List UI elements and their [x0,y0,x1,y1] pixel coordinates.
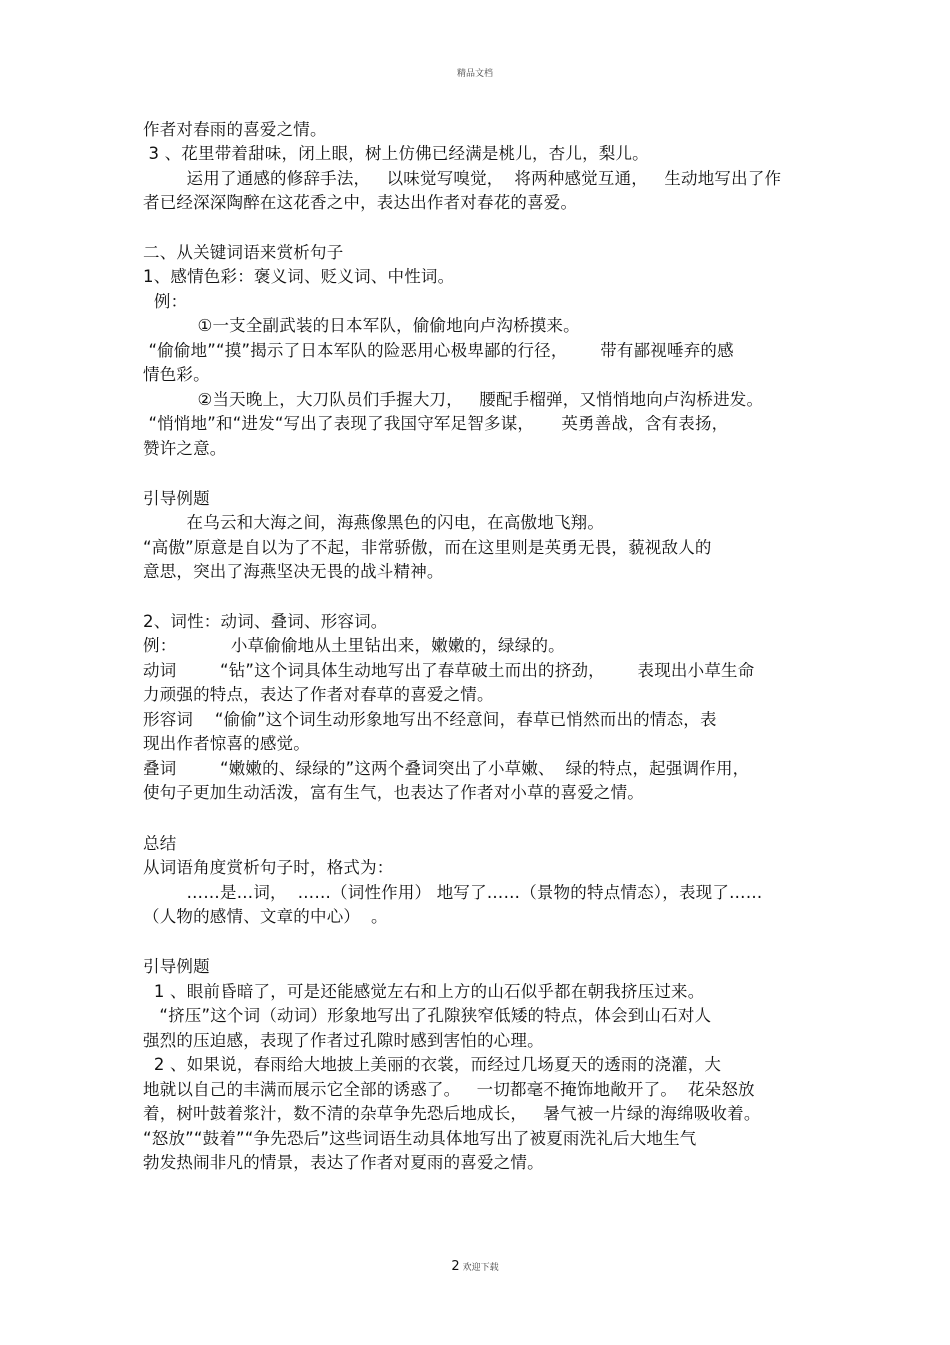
text-line: “高傲”原意是自以为了不起，非常骄傲，而在这里则是英勇无畏，藐视敌人的 [143,538,712,557]
text-line: “偷偷地”“摸”揭示了日本军队的险恶用心极卑鄙的行径， 带有鄙视唾弃的感 [143,341,734,360]
text-line: 着，树叶鼓着浆汁，数不清的杂草争先恐后地成长， 暑气被一片绿的海绵吸收着。 [143,1104,761,1123]
footer-text: 欢迎下载 [462,1263,499,1273]
text-line: 形容词 “偷偷”这个词生动形象地写出不经意间，春草已悄然而出的情态，表 [143,710,717,729]
page-number: 2 [451,1259,460,1274]
text-line: 在乌云和大海之间，海燕像黑色的闪电，在高傲地飞翔。 [143,513,605,532]
text-line: 总结 [143,834,177,853]
text-line: 运用了通感的修辞手法， 以味觉写嗅觉， 将两种感觉互通， 生动地写出了作 [143,169,782,188]
page-footer [0,1259,950,1274]
text-line: 作者对春雨的喜爱之情。 [143,120,327,139]
text-line: 勃发热闹非凡的情景，表达了作者对夏雨的喜爱之情。 [143,1153,544,1172]
text-line: 引导例题 [143,489,210,508]
text-line: 例： [143,292,188,311]
text-line: ②当天晚上，大刀队员们手握大刀， 腰配手榴弹，又悄悄地向卢沟桥进发。 [143,390,764,409]
text-line: （人物的感情、文章的中心） 。 [143,907,388,926]
text-line: 引导例题 [143,957,210,976]
text-line: “挤压”这个词（动词）形象地写出了孔隙狭窄低矮的特点，体会到山石对人 [143,1006,712,1025]
text-line: 3 、花里带着甜味，闭上眼，树上仿佛已经满是桃儿，杏儿，梨儿。 [143,144,649,163]
text-line: “悄悄地”和“进发“写出了表现了我国守军足智多谋， 英勇善战，含有表扬， [143,414,729,433]
text-line: 情色彩。 [143,365,210,384]
text-line: 2、词性：动词、叠词、形容词。 [143,612,388,631]
text-line: 地就以自己的丰满而展示它全部的诱惑了。 一切都毫不掩饰地敞开了。 花朵怒放 [143,1080,755,1099]
text-line: ……是…词， ……（词性作用） 地写了……（景物的特点情态），表现了…… [143,883,763,902]
text-line: 从词语角度赏析句子时，格式为： [143,858,394,877]
text-line: 动词 “钻”这个词具体生动地写出了春草破土而出的挤劲， 表现出小草生命 [143,661,755,680]
text-line: 例： 小草偷偷地从土里钻出来，嫩嫩的，绿绿的。 [143,636,565,655]
text-line: 意思，突出了海燕坚决无畏的战斗精神。 [143,562,444,581]
text-line: “怒放”“鼓着”“争先恐后”这些词语生动具体地写出了被夏雨洗礼后大地生气 [143,1129,697,1148]
text-line: 力顽强的特点，表达了作者对春草的喜爱之情。 [143,685,494,704]
text-line: 者已经深深陶醉在这花香之中，表达出作者对春花的喜爱。 [143,193,578,212]
text-line: 现出作者惊喜的感觉。 [143,734,310,753]
text-line: 强烈的压迫感，表现了作者过孔隙时感到害怕的心理。 [143,1031,544,1050]
text-line: 1 、眼前昏暗了，可是还能感觉左右和上方的山石似乎都在朝我挤压过来。 [143,982,705,1001]
text-line: 二、从关键词语来赏析句子 [143,243,344,262]
text-line: 叠词 “嫩嫩的、绿绿的”这两个叠词突出了小草嫩、 绿的特点，起强调作用， [143,759,750,778]
text-line: 赞许之意。 [143,439,227,458]
header-watermark: 精品文档 [456,69,493,79]
text-line: ①一支全副武装的日本军队，偷偷地向卢沟桥摸来。 [143,316,580,335]
text-line: 2 、如果说，春雨给大地披上美丽的衣裳，而经过几场夏天的透雨的浇灌，大 [143,1055,722,1074]
text-line: 使句子更加生动活泼，富有生气，也表达了作者对小草的喜爱之情。 [143,783,644,802]
text-line: 1、感情色彩：褒义词、贬义词、中性词。 [143,267,455,286]
